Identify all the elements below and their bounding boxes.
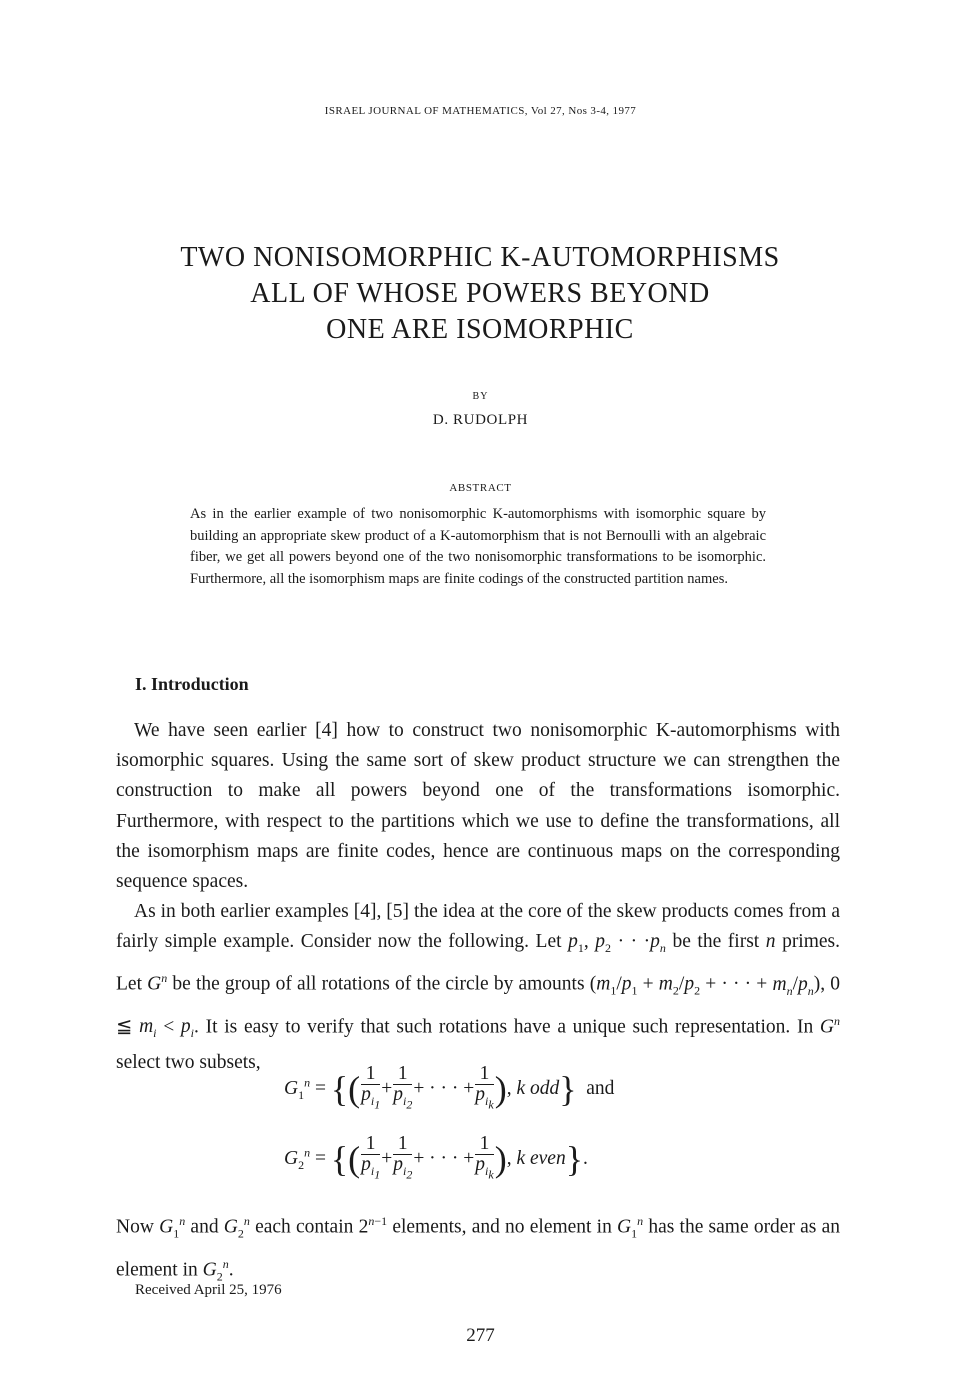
section-heading: I. Introduction	[135, 674, 249, 694]
title-line-3: ONE ARE ISOMORPHIC	[326, 314, 634, 345]
equation-g1: $G_1^n$ = {( $\frac{1}{p_{i_1}}$ + $\frac{1}{p_{i_2}}$ + · · · + $\frac{1}{p_{i_k}}$ ), k odd} and	[284, 1063, 615, 1112]
abstract-text: As in the earlier example of two nonisomorphic K-automorphisms with isomorphic square by building an appropriate skew product of a K-automorphism that is not Bernoulli with an algebraic fiber, we get all powers beyond one of the two nonisomorphic transformations to be isomorphic. Furthermore, all the isomorphism maps are finite codings of the constructed partition names.	[190, 506, 766, 587]
p3-text-f: .	[228, 1259, 234, 1281]
p2-text-f: select two subsets,	[116, 1052, 261, 1074]
p2-text-c: primes. Let	[116, 931, 841, 995]
paragraph-2: As in both earlier examples [4], [5] the idea at the core of the skew products comes from a fairly simple example. Consider now the following. Let $p_1$, $p_2$ · · $\cdot p_n$ be the first n primes. Let $G^n$ be the group of all rotations of the circle by amounts ($m_1/p_1 + m_2/p_2$ + · · · + $m_n/p_n$), 0 ≦ $m_i < p_i$. It is easy to verify that such rotations have a unique such representation. In $G^n$ select two subsets,	[116, 901, 841, 1074]
title-line-2: ALL OF WHOSE POWERS BEYOND	[250, 278, 710, 309]
equation-g2: $G_2^n$ = {( $\frac{1}{p_{i_1}}$ + $\frac{1}{p_{i_2}}$ + · · · + $\frac{1}{p_{i_k}}$ ), k even}.	[284, 1133, 588, 1182]
page-number: 277	[466, 1325, 495, 1346]
paper-title	[80, 240, 880, 348]
running-head: ISRAEL JOURNAL OF MATHEMATICS, Vol 27, Nos 3-4, 1977	[324, 105, 637, 117]
p2-text-b: be the first	[672, 931, 766, 953]
eq1-condition: k odd	[516, 1078, 560, 1100]
eq2-condition: k even	[516, 1148, 566, 1170]
received-date: Received April 25, 1976	[135, 1282, 282, 1298]
p2-text-a: As in both earlier examples [4], [5] the idea at the core of the skew products comes from a fairly simple example. Consider now the following. Let	[116, 901, 840, 953]
p3-text-c: each contain	[249, 1216, 359, 1238]
title-line-1: TWO NONISOMORPHIC K-AUTOMORPHISMS	[180, 242, 780, 273]
p2-text-d: be the group of all rotations of the circle by amounts	[167, 973, 590, 995]
by-label: BY	[472, 391, 489, 402]
abstract-heading: ABSTRACT	[449, 482, 512, 494]
p3-text-d: elements, and no element in	[387, 1216, 618, 1238]
p3-text-a: Now	[116, 1216, 160, 1238]
p3-text-e: has the same order as an element in	[116, 1216, 841, 1281]
eq1-and: and	[586, 1078, 615, 1100]
p3-text-b: and	[185, 1216, 224, 1238]
paragraph-3: Now $G_1^n$ and $G_2^n$ each contain $2^{n-1}$ elements, and no element in $G_1^n$ has the same order as an element in $G_2^n$.	[116, 1214, 841, 1283]
author-name: D. RUDOLPH	[432, 412, 529, 428]
p2-text-e: . It is easy to verify that such rotations have a unique such representation. In	[194, 1016, 820, 1038]
paragraph-1: We have seen earlier [4] how to construct two nonisomorphic K-automorphisms with isomorphic squares. Using the same sort of skew product structure we can strengthen the construction to make all powers beyond one of the transformations isomorphic. Furthermore, with respect to the partitions which we use to define the transformations, all the isomorphism maps are finite codes, hence are continuous maps on the corresponding sequence spaces.	[116, 720, 840, 893]
